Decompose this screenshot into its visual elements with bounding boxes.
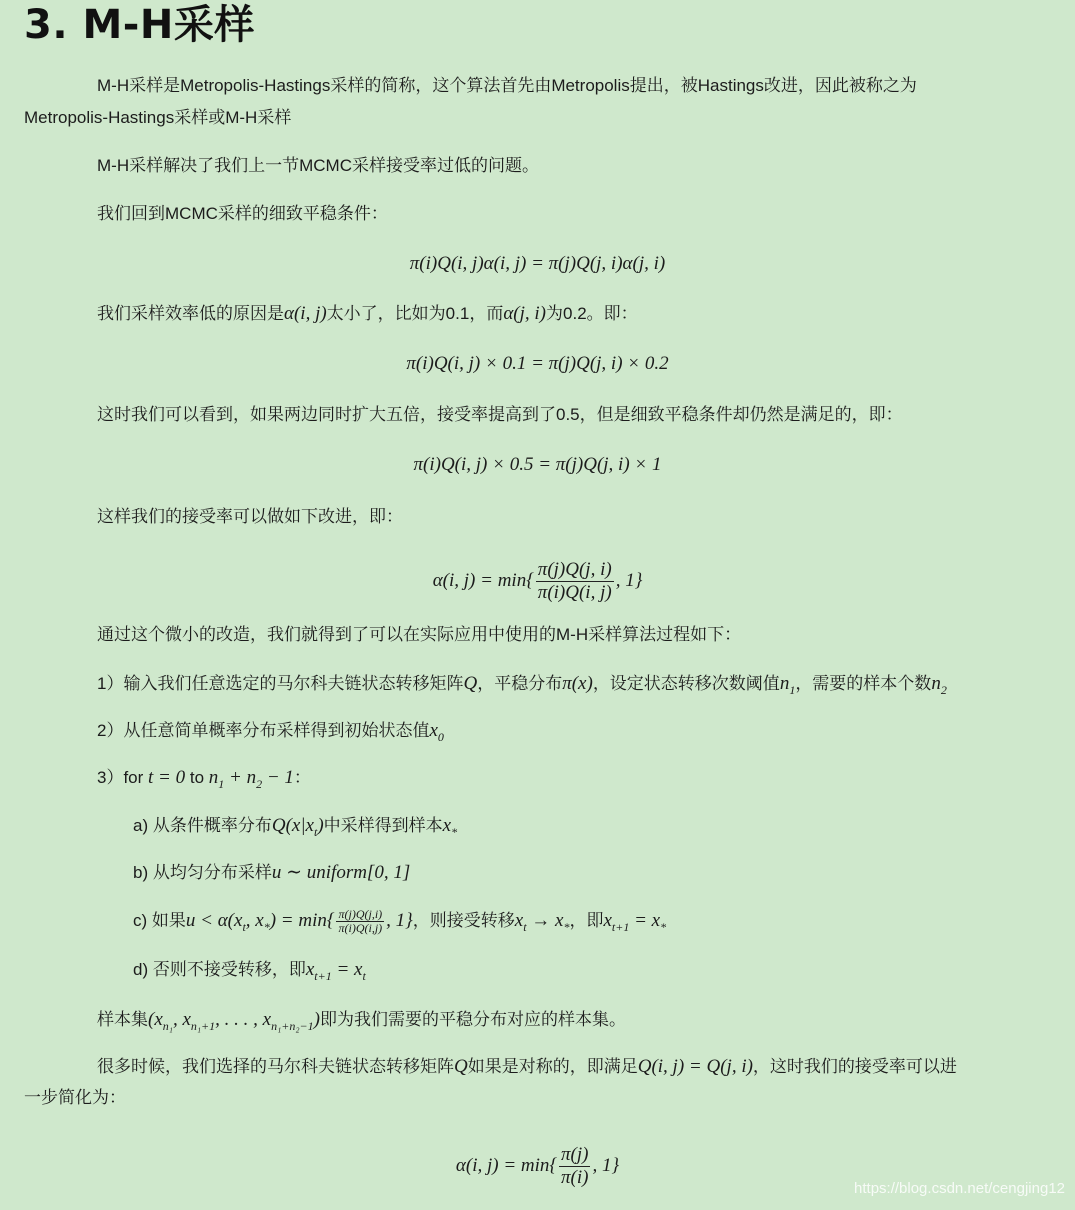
text: 2）从任意简单概率分布采样得到初始状态值: [97, 721, 430, 740]
paragraph-line: [133, 907, 666, 935]
paragraph-line: [97, 503, 403, 531]
text: 我们采样效率低的原因是: [97, 304, 284, 323]
subscript: 0: [437, 730, 444, 744]
math: t = 0: [148, 767, 186, 788]
text: 1）输入我们任意选定的马尔科夫链状态转移矩阵: [97, 674, 464, 693]
text: 一步简化为：: [24, 1088, 126, 1107]
math: ) = min{: [269, 910, 335, 931]
math: Q: [463, 673, 478, 694]
text: 通过这个微小的改造，我们就得到了可以在实际应用中使用的M-H采样算法过程如下：: [97, 625, 742, 644]
paragraph-line: [97, 72, 917, 100]
subscript: t: [242, 920, 246, 934]
denominator: π(i)Q(i, j): [537, 582, 612, 603]
math: , . . . , x: [215, 1009, 272, 1030]
paragraph-line: [133, 812, 457, 840]
subscript: *: [451, 825, 458, 839]
math: π(i)Q(i, j)α(i, j) = π(j)Q(j, i)α(j, i): [409, 253, 666, 274]
text: ：: [293, 768, 311, 787]
text: 太小了，比如为0.1，而: [326, 304, 504, 323]
fraction: [536, 559, 614, 604]
subscript: t+1: [314, 969, 332, 983]
subscript: *: [660, 920, 667, 934]
math: + n: [224, 767, 257, 788]
subscript: 2: [256, 777, 263, 791]
text: b) 从均匀分布采样: [133, 863, 272, 882]
text: ，设定状态转移次数阈值: [592, 674, 780, 693]
text: 很多时候，我们选择的马尔科夫链状态转移矩阵: [97, 1057, 454, 1076]
subscript: *: [263, 920, 270, 934]
math: (x: [148, 1009, 163, 1030]
math: u ∼ uniform[0, 1]: [271, 862, 411, 883]
math: n: [779, 673, 790, 694]
paragraph-line: [97, 152, 539, 180]
text: ，这时我们的接受率可以进: [752, 1057, 957, 1076]
math: α(i, j): [284, 303, 327, 324]
equation: [0, 350, 1075, 378]
text: 样本集: [97, 1010, 148, 1029]
math: ): [313, 1009, 320, 1030]
text: 即为我们需要的平稳分布对应的样本集。: [319, 1010, 626, 1029]
text: 如果是对称的，即满足: [467, 1057, 638, 1076]
math: , x: [172, 1009, 191, 1030]
text: 这时我们可以看到，如果两边同时扩大五倍，接受率提高到了0.5，但是细致平稳条件却仍然是满足的，即：: [97, 405, 903, 424]
math: Q(x|x: [271, 815, 314, 836]
math: x: [442, 815, 452, 836]
subscript: n₁+1: [190, 1019, 216, 1033]
math: α(i, j) = min{: [432, 569, 534, 591]
text: c) 如果: [133, 911, 186, 930]
paragraph-line: [97, 717, 444, 745]
text: d) 否则不接受转移，即: [133, 960, 306, 979]
math: u < α(x: [185, 910, 243, 931]
math: , 1}: [592, 1154, 620, 1176]
subscript: 1: [789, 683, 796, 697]
text: a) 从条件概率分布: [133, 816, 272, 835]
paragraph-line: [97, 1053, 957, 1081]
text: Metropolis-Hastings采样或M-H采样: [24, 108, 292, 127]
watermark: https://blog.csdn.net/cengjing12: [854, 1180, 1065, 1197]
subscript: 2: [940, 683, 947, 697]
numerator: π(j)Q(j, i): [537, 559, 612, 580]
subscript: n₁: [162, 1019, 173, 1033]
subscript: t: [362, 969, 366, 983]
text: M-H采样是Metropolis-Hastings采样的简称，这个算法首先由Metropolis提出，被Hastings改进，因此被称之为: [97, 76, 917, 95]
math: α(i, j) = min{: [455, 1154, 558, 1176]
text: to: [185, 768, 209, 787]
math: → x: [526, 910, 564, 931]
math: π(i)Q(i, j) × 0.5 = π(j)Q(j, i) × 1: [413, 454, 662, 475]
subscript: 1: [218, 777, 225, 791]
numerator: π(j): [561, 1144, 589, 1165]
math: x: [305, 959, 315, 980]
math: , x: [245, 910, 264, 931]
equation: [0, 451, 1075, 479]
fraction: [559, 1144, 590, 1189]
paragraph-line: [97, 401, 903, 429]
paragraph-line: [97, 300, 638, 328]
math: = x: [629, 910, 661, 931]
text: 这样我们的接受率可以做如下改进，即：: [97, 507, 403, 526]
denominator: π(i)Q(i,j): [338, 921, 383, 936]
equation: [0, 250, 1075, 278]
math: π(i)Q(i, j) × 0.1 = π(j)Q(j, i) × 0.2: [406, 353, 669, 374]
math: , 1}: [615, 569, 643, 591]
math: x: [514, 910, 524, 931]
paragraph-line: [24, 104, 291, 132]
fraction: [336, 908, 384, 935]
math: x: [429, 720, 438, 741]
section-title: 3. M-H采样: [24, 2, 255, 48]
text: ，则接受转移: [412, 911, 515, 930]
math: n: [208, 767, 219, 788]
math: x: [603, 910, 612, 931]
paragraph-line: [97, 1006, 626, 1034]
subscript: t: [313, 825, 318, 839]
text: 3）for: [97, 768, 149, 787]
math: π(x): [562, 673, 593, 694]
math: , 1}: [386, 910, 413, 931]
text: ，即: [569, 911, 604, 930]
text: 为0.2。即：: [546, 304, 638, 323]
paragraph-line: [133, 859, 410, 887]
denominator: π(i): [561, 1167, 589, 1188]
math: Q(i, j) = Q(j, i): [637, 1056, 753, 1077]
subscript: n₁+n₂−1: [271, 1019, 314, 1033]
paragraph-line: [24, 1084, 126, 1112]
paragraph-line: [97, 200, 388, 228]
subscript: t+1: [611, 920, 630, 934]
paragraph-line: [133, 956, 366, 984]
math: n: [931, 673, 941, 694]
text: ，需要的样本个数: [795, 674, 932, 693]
text: ，平稳分布: [477, 674, 563, 693]
paragraph-line: [97, 764, 311, 792]
math: α(j, i): [503, 303, 547, 324]
text: M-H采样解决了我们上一节MCMC采样接受率过低的问题。: [97, 156, 539, 175]
math: − 1: [262, 767, 294, 788]
paragraph-line: [97, 621, 741, 649]
paragraph-line: [97, 670, 947, 698]
math: ): [317, 815, 324, 836]
subscript: *: [563, 920, 570, 934]
text: 中采样得到样本: [323, 816, 443, 835]
math: = x: [331, 959, 363, 980]
text: 我们回到MCMC采样的细致平稳条件：: [97, 204, 388, 223]
math: Q: [454, 1056, 468, 1077]
numerator: π(j)Q(j,i): [338, 907, 383, 922]
subscript: t: [523, 920, 527, 934]
